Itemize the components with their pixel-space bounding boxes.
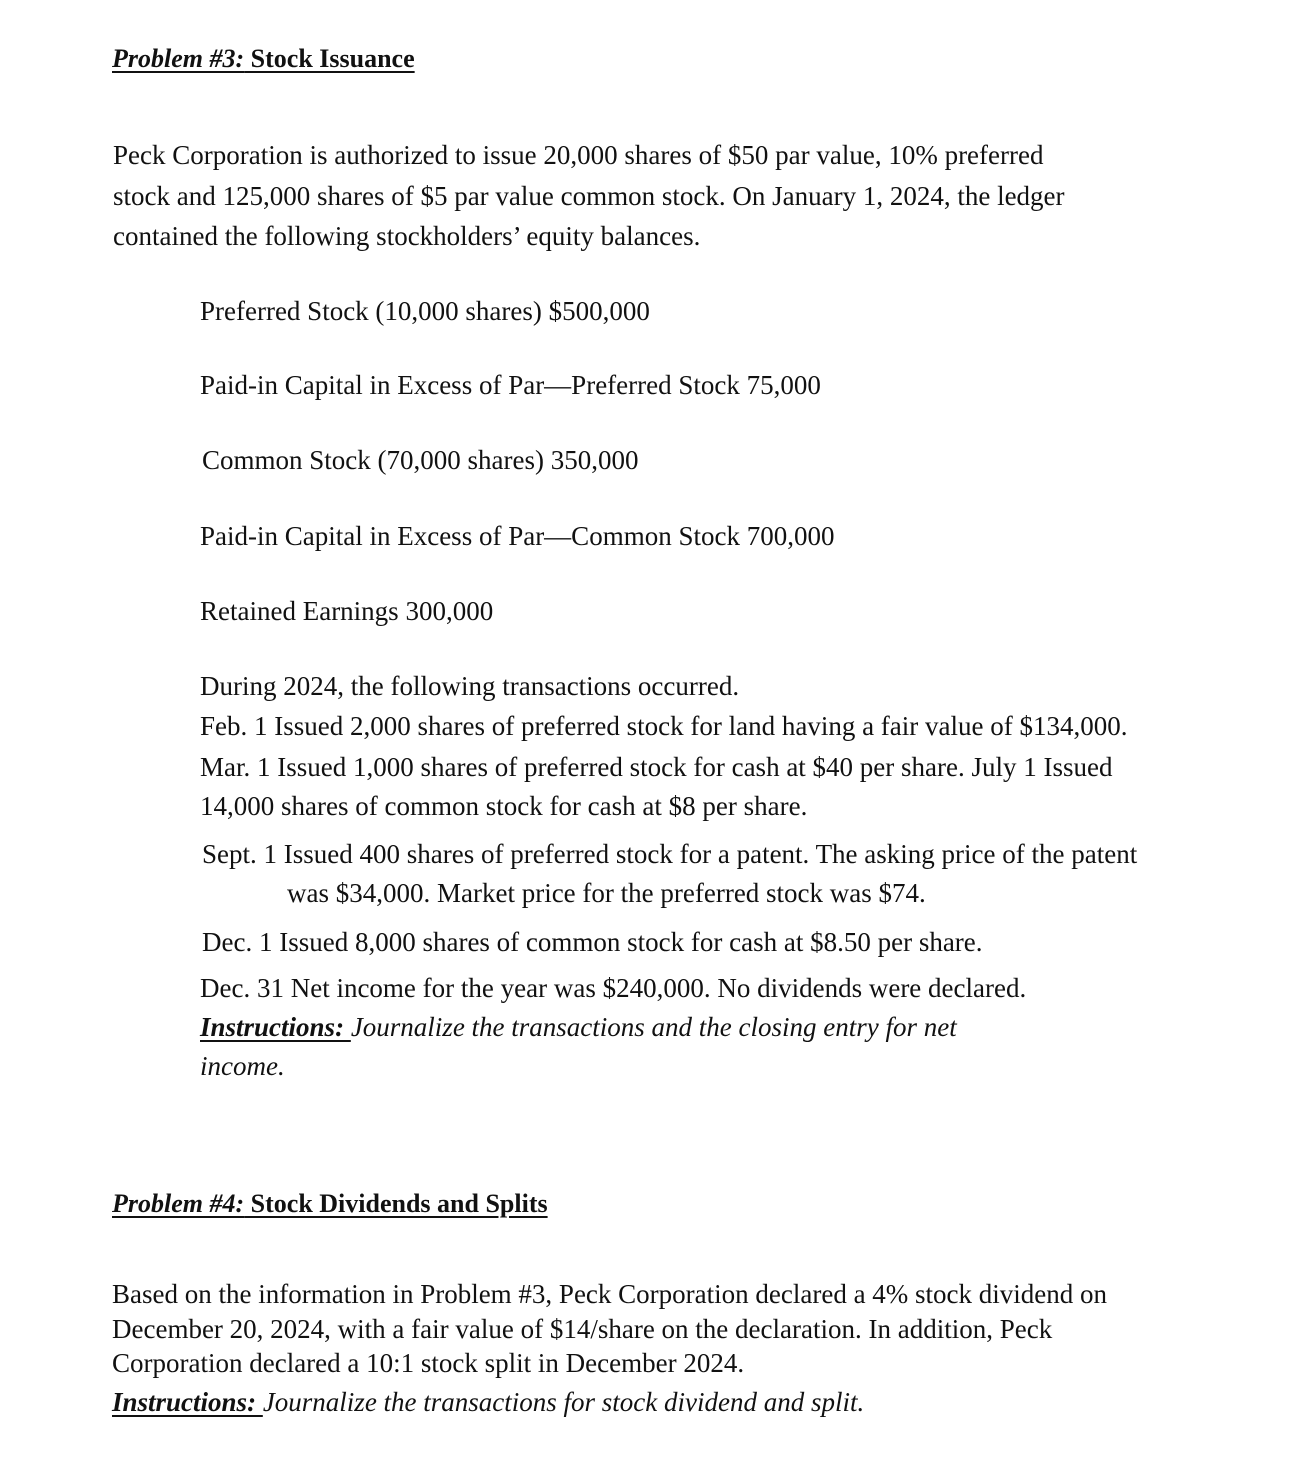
intro-line-2: stock and 125,000 shares of $5 par value common stock. On January 1, 2024, the ledger	[113, 181, 1065, 211]
instructions-label: Instructions:	[112, 1387, 263, 1417]
problem-4-line-3: Corporation declared a 10:1 stock split in December 2024.	[112, 1348, 745, 1378]
balance-common-stock: Common Stock (70,000 shares) 350,000	[202, 445, 639, 475]
balance-preferred-stock: Preferred Stock (10,000 shares) $500,000	[200, 296, 650, 326]
instructions-text: Journalize the transactions for stock dividend and split.	[262, 1387, 865, 1417]
instructions-label: Instructions:	[200, 1012, 351, 1042]
problem-4-line-1: Based on the information in Problem #3, Peck Corporation declared a 4% stock dividend on	[112, 1279, 1108, 1309]
problem-3-instructions-cont: income.	[200, 1051, 285, 1081]
balance-pic-common: Paid-in Capital in Excess of Par—Common Stock 700,000	[200, 521, 835, 551]
transaction-feb-1: Feb. 1 Issued 2,000 shares of preferred stock for land having a fair value of $134,000.	[200, 711, 1128, 741]
problem-4-instructions	[112, 1386, 864, 1418]
problem-4-heading	[112, 1188, 548, 1220]
transactions-intro: During 2024, the following transactions occurred.	[200, 671, 740, 701]
transaction-dec-1: Dec. 1 Issued 8,000 shares of common stock for cash at $8.50 per share.	[202, 927, 983, 957]
problem-3-heading	[112, 43, 415, 75]
problem-4-line-2: December 20, 2024, with a fair value of $14/share on the declaration. In addition, Peck	[112, 1314, 1053, 1344]
problem-4-number: Problem #4:	[112, 1189, 245, 1218]
intro-line-1: Peck Corporation is authorized to issue 20,000 shares of $50 par value, 10% preferred	[113, 140, 1044, 170]
intro-line-3: contained the following stockholders’ equity balances.	[113, 221, 701, 251]
instructions-text: Journalize the transactions and the closing entry for net	[350, 1012, 957, 1042]
problem-3-title: Stock Issuance	[244, 44, 415, 73]
transaction-mar-1: Mar. 1 Issued 1,000 shares of preferred stock for cash at $40 per share. July 1 Issued	[200, 752, 1113, 782]
problem-3-number: Problem #3:	[112, 44, 245, 73]
balance-retained-earnings: Retained Earnings 300,000	[200, 596, 494, 626]
transaction-sept-1-cont: was $34,000. Market price for the preferred stock was $74.	[287, 878, 926, 908]
problem-4-title: Stock Dividends and Splits	[244, 1189, 548, 1218]
transaction-sept-1: Sept. 1 Issued 400 shares of preferred stock for a patent. The asking price of the patent	[202, 839, 1138, 869]
transaction-jul-1: 14,000 shares of common stock for cash at $8 per share.	[200, 791, 808, 821]
problem-3-instructions	[200, 1011, 957, 1043]
balance-pic-preferred: Paid-in Capital in Excess of Par—Preferred Stock 75,000	[200, 370, 821, 400]
transaction-dec-31: Dec. 31 Net income for the year was $240,000. No dividends were declared.	[200, 973, 1027, 1003]
